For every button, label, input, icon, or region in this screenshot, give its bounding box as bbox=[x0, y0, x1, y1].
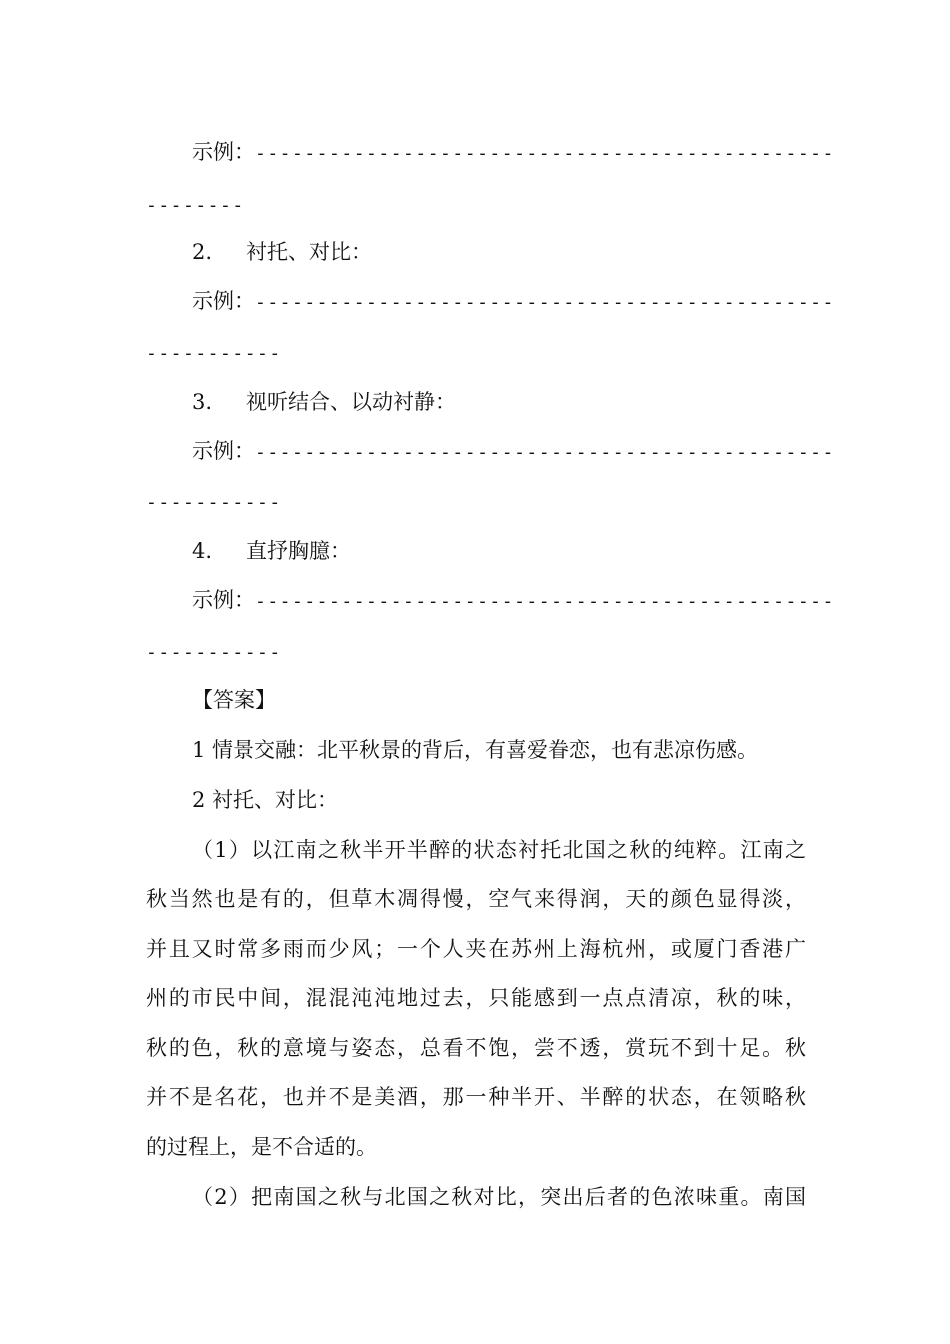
example-row-1 bbox=[192, 140, 835, 166]
answer-blank-tail: ----------- bbox=[146, 642, 282, 663]
answer-paragraph-line: 并且又时常多雨而少风；一个人夹在苏州上海杭州，或厦门香港广 bbox=[146, 937, 806, 961]
answer-paragraph-line: 秋当然也是有的，但草木凋得慢，空气来得润，天的颜色显得淡， bbox=[146, 887, 806, 911]
answer-paragraph-line: （1）以江南之秋半开半醉的状态衬托北国之秋的纯粹。江南之 bbox=[192, 838, 806, 862]
example-label: 示例： bbox=[192, 588, 255, 612]
answer-blank: ----------------------------------------------- bbox=[255, 292, 835, 313]
answer-blank: ----------------------------------------------- bbox=[255, 143, 835, 164]
item-3-title: 3. 视听结合、以动衬静： bbox=[192, 390, 456, 414]
example-label: 示例： bbox=[192, 289, 255, 313]
example-row-3 bbox=[192, 439, 835, 465]
answer-blank-tail: ----------- bbox=[146, 343, 282, 364]
answer-blank-tail: -------- bbox=[146, 195, 245, 216]
answer-blank: ----------------------------------------------- bbox=[255, 591, 835, 612]
example-label: 示例： bbox=[192, 140, 255, 164]
answer-point-1: 1 情景交融：北平秋景的背后，有喜爱眷恋，也有悲凉伤感。 bbox=[192, 738, 759, 762]
answer-blank-tail: ----------- bbox=[146, 492, 282, 513]
example-row-2 bbox=[192, 289, 835, 315]
answer-blank: ----------------------------------------------- bbox=[255, 442, 835, 463]
item-2-title: 2. 衬托、对比： bbox=[192, 240, 372, 264]
example-label: 示例： bbox=[192, 439, 255, 463]
answer-paragraph-line: 州的市民中间，混混沌沌地过去，只能感到一点点清凉，秋的味， bbox=[146, 986, 806, 1010]
answer-paragraph-line: 秋的色，秋的意境与姿态，总看不饱，尝不透，赏玩不到十足。秋 bbox=[146, 1036, 806, 1060]
item-4-title: 4. 直抒胸臆： bbox=[192, 539, 351, 563]
answer-paragraph-line: （2）把南国之秋与北国之秋对比，突出后者的色浓味重。南国 bbox=[192, 1185, 806, 1209]
answer-point-2: 2 衬托、对比： bbox=[192, 788, 339, 812]
example-row-4 bbox=[192, 588, 835, 614]
answer-heading: 【答案】 bbox=[192, 688, 276, 712]
answer-paragraph-line: 并不是名花，也并不是美酒，那一种半开、半醉的状态，在领略秋 bbox=[146, 1085, 806, 1109]
answer-paragraph-line: 的过程上，是不合适的。 bbox=[146, 1135, 377, 1159]
